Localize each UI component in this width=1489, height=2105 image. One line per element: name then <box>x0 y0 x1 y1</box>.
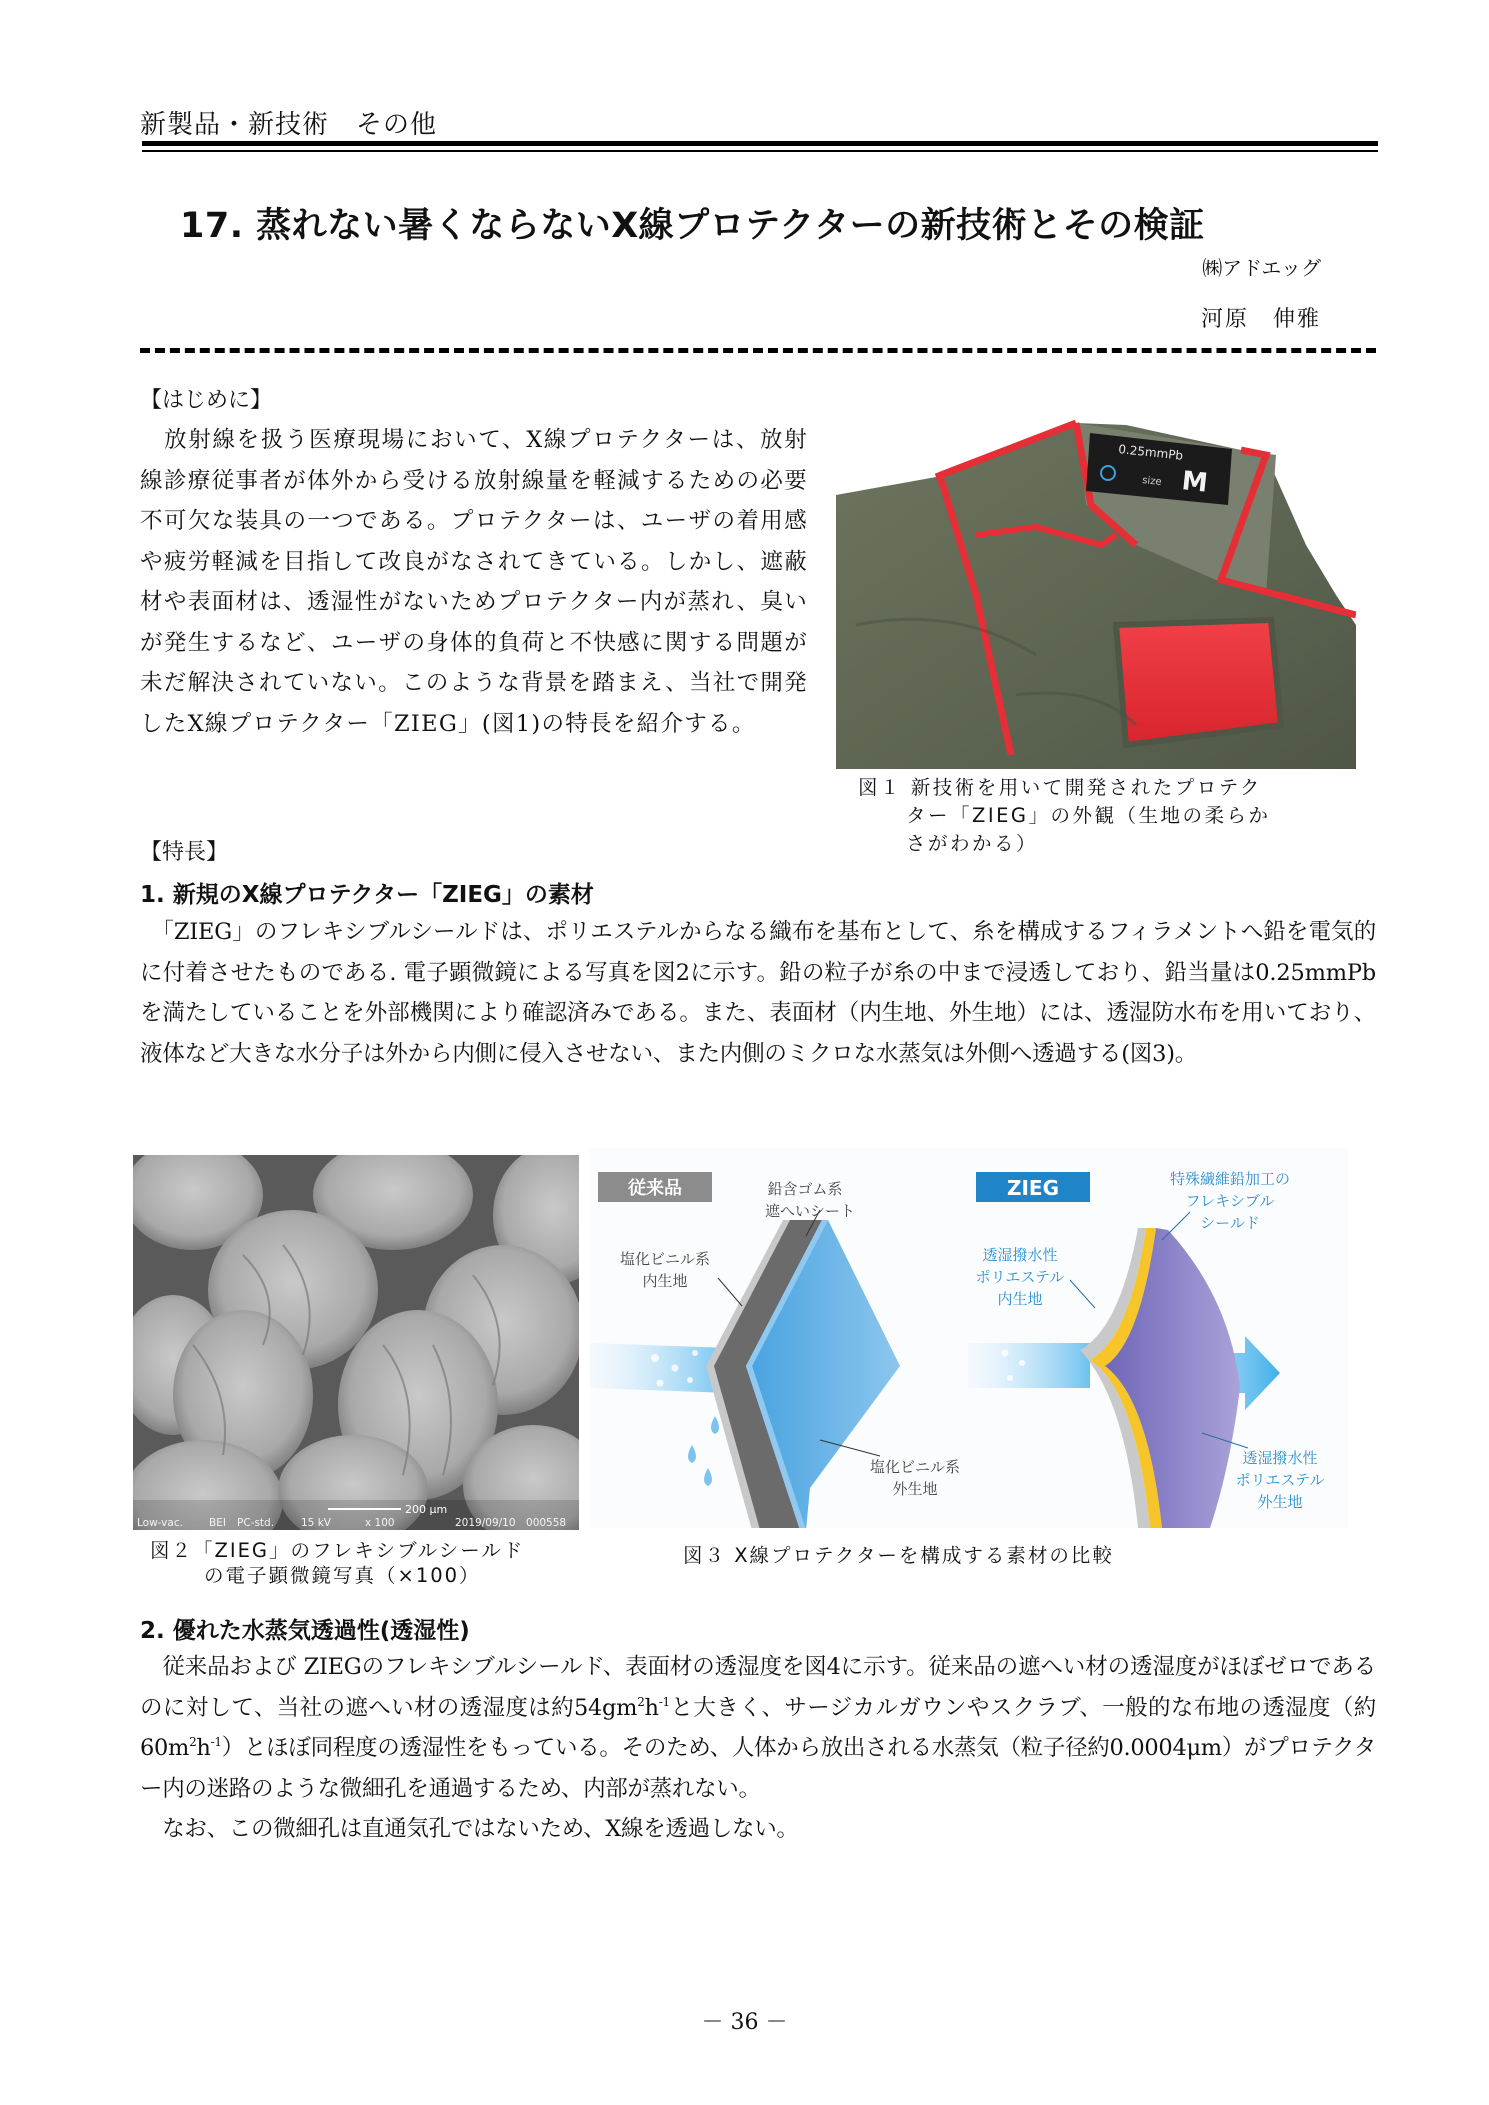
protector-photo <box>836 395 1356 769</box>
superscript: -1 <box>658 1694 670 1709</box>
intro-heading: 【はじめに】 <box>140 388 273 413</box>
figure-3-caption: 図３ X線プロテクターを構成する素材の比較 <box>683 1544 1114 1567</box>
header-rule-thin <box>142 150 1378 152</box>
section-label: 新製品・新技術 その他 <box>140 110 438 140</box>
sem-std: PC-std. <box>237 1517 275 1529</box>
intro-paragraph: 放射線を扱う医療現場において、X線プロテクターは、放射線診療従事者が体外から受ける放射線量を軽減するための必要不可欠な装具の一つである。プロテクターは、ユーザの着用感や疲労軽減を目指して改良がなされてきている。しかし、遮蔽材や表面材は、透湿性がないためプロテクター内が蒸れ、臭いが発生するなど、ユーザの身体的負荷と不快感に関する問題が未だ解決されていない。このような背景を踏まえ、当社で開発したX線プロテクター「ZIEG」(図1)の特長を紹介する。 <box>140 427 808 737</box>
superscript: 2 <box>637 1694 645 1709</box>
conventional-badge-label: 従来品 <box>628 1178 682 1199</box>
section-2-paragraph <box>140 1647 1376 1850</box>
superscript: 2 <box>189 1735 197 1749</box>
figure-1-caption-line-3: さがわかる） <box>906 832 1039 855</box>
sem-detector: BEI <box>209 1517 226 1529</box>
conventional-outer-label-1: 塩化ビニル系 <box>869 1458 961 1476</box>
zieg-shield-label-1: 特殊繊維鉛加工の <box>1169 1170 1291 1188</box>
figure-2-caption <box>150 1538 590 1588</box>
conventional-inner-label-2: 内生地 <box>642 1272 688 1290</box>
zieg-inner-label-2: ポリエステル <box>975 1268 1065 1286</box>
zieg-inner-label-1: 透湿撥水性 <box>982 1246 1058 1264</box>
figure-3-material-comparison <box>590 1148 1348 1528</box>
material-diagram <box>590 1148 1348 1528</box>
section-2-note: なお、この微細孔は直通気孔ではないため、X線を透過しない。 <box>140 1816 799 1842</box>
figure-1-caption <box>858 774 1358 858</box>
conventional-shield-label-2: 遮へいシート <box>764 1202 856 1220</box>
section-2-heading: 2. 優れた水蒸気透過性(透湿性) <box>140 1618 470 1644</box>
figure-2-caption-line-2: の電子顕微鏡写真（×100） <box>204 1564 481 1587</box>
conventional-shield-label-1: 鉛含ゴム系 <box>767 1180 843 1198</box>
section-1-heading: 1. 新規のX線プロテクター「ZIEG」の素材 <box>140 882 594 908</box>
sem-image <box>133 1155 579 1530</box>
header-rule-thick <box>142 141 1378 146</box>
section-2-text-c: と大きく、サージカルガウンやスクラブ、一般的な布地の透湿度（約 60m <box>140 1694 1376 1761</box>
conventional-outer-label-2: 外生地 <box>892 1480 938 1498</box>
zieg-badge-label: ZIEG <box>1006 1176 1060 1200</box>
tag-size: M <box>1180 466 1210 499</box>
tag-size-label: size <box>1141 475 1163 489</box>
page-number: － 36 － <box>701 2010 788 2035</box>
sem-date-id: 2019/09/10 000558 <box>455 1517 567 1529</box>
sem-magnification: x 100 <box>365 1517 395 1529</box>
conventional-inner-label-1: 塩化ビニル系 <box>619 1250 711 1268</box>
sem-mode: Low-vac. <box>137 1517 183 1529</box>
article-title: 17. 蒸れない暑くならないX線プロテクターの新技術とその検証 <box>180 206 1205 246</box>
zieg-outer-label-3: 外生地 <box>1257 1493 1303 1511</box>
zieg-shield-label-2: フレキシブル <box>1185 1192 1275 1210</box>
zieg-inner-label-3: 内生地 <box>997 1290 1043 1308</box>
figure-1-caption-line-1: 図１ 新技術を用いて開発されたプロテク <box>858 776 1262 799</box>
superscript: -1 <box>210 1735 222 1749</box>
section-2-text-e: ）とほぼ同程度の透湿性をもっている。そのため、人体から放出される水蒸気（粒子径約0.0004μm）がプロテクター内の迷路のような微細孔を通過するため、内部が蒸れない。 <box>140 1735 1376 1802</box>
section-2-text-b: h <box>644 1694 659 1721</box>
tag-spec: 0.25mmPb <box>1117 442 1184 463</box>
section-2-text-d: h <box>196 1735 211 1761</box>
features-heading: 【特長】 <box>140 840 229 865</box>
zieg-shield-label-3: シールド <box>1200 1214 1260 1232</box>
dotted-divider <box>140 348 1376 353</box>
zieg-outer-label-2: ポリエステル <box>1235 1471 1325 1489</box>
section-2-text-a: 従来品および ZIEGのフレキシブルシールド、表面材の透湿度を図4に示す。従来品の遮へい材の透湿度がほぼゼロであるのに対して、当社の遮へい材の透湿度は約54gm <box>140 1654 1376 1721</box>
zieg-outer-label-1: 透湿撥水性 <box>1242 1449 1318 1467</box>
sem-voltage: 15 kV <box>301 1517 331 1529</box>
author-affiliation: ㈱アドエッグ <box>1202 256 1321 280</box>
author-name: 河原 伸雅 <box>1200 307 1321 332</box>
section-1-paragraph: 「ZIEG」のフレキシブルシールドは、ポリエステルからなる織布を基布として、糸を構成するフィラメントへ鉛を電気的に付着させたものである. 電子顕微鏡による写真を図2に示す。鉛の粒子が糸の中まで浸透しており、鉛当量は0.25mmPbを満たしていることを外部機関により確認済みである。また、表面材（内生地、外生地）には、透湿防水布を用いており、液体など大きな水分子は外から内側に侵入させない、また内側のミクロな水蒸気は外側へ透過する(図3)。 <box>140 919 1376 1067</box>
figure-1-photo <box>836 395 1356 769</box>
scale-bar-label: 200 μm <box>405 1503 448 1516</box>
figure-1-caption-line-2: ター「ZIEG」の外観（生地の柔らか <box>906 804 1271 827</box>
figure-2-sem-photo <box>133 1155 579 1530</box>
figure-2-caption-line-1: 図２「ZIEG」のフレキシブルシールド <box>150 1539 525 1562</box>
